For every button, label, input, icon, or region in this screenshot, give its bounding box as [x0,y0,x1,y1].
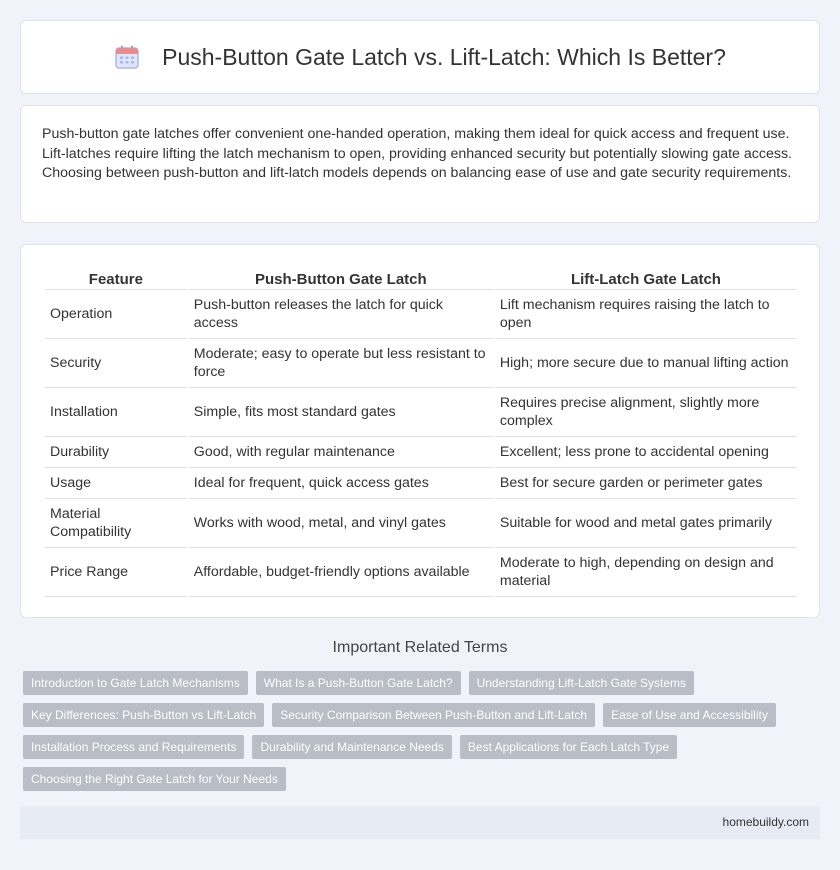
cell-lift-latch: Moderate to high, depending on design and material [495,548,797,597]
cell-push-button: Ideal for frequent, quick access gates [189,468,493,499]
cell-lift-latch: Excellent; less prone to accidental opening [495,437,797,468]
table-row [45,548,797,597]
related-terms-title: Important Related Terms [332,639,508,656]
header-feature: Feature [45,267,187,290]
cell-lift-latch: Requires precise alignment, slightly more complex [495,388,797,437]
cell-feature: Durability [45,437,187,468]
table-header-row [45,267,797,290]
cell-feature: Security [45,339,187,388]
tag-link[interactable]: Choosing the Right Gate Latch for Your Needs [23,767,286,791]
table-row [45,290,797,339]
cell-feature: Operation [45,290,187,339]
cell-lift-latch: Lift mechanism requires raising the latch to open [495,290,797,339]
tag-link[interactable]: Introduction to Gate Latch Mechanisms [23,671,248,695]
cell-push-button: Simple, fits most standard gates [189,388,493,437]
header-lift-latch: Lift-Latch Gate Latch [495,267,797,290]
cell-feature: Installation [45,388,187,437]
page-title: Push-Button Gate Latch vs. Lift-Latch: Which Is Better? [162,43,726,70]
cell-push-button: Works with wood, metal, and vinyl gates [189,499,493,548]
tag-link[interactable]: Key Differences: Push-Button vs Lift-Latch [23,703,264,727]
table-row [45,388,797,437]
comparison-table [43,267,799,597]
table-row [45,437,797,468]
table-row [45,339,797,388]
cell-push-button: Good, with regular maintenance [189,437,493,468]
cell-feature: Material Compatibility [45,499,187,548]
cell-push-button: Push-button releases the latch for quick access [189,290,493,339]
table-row [45,468,797,499]
cell-feature: Usage [45,468,187,499]
tag-link[interactable]: What Is a Push-Button Gate Latch? [256,671,461,695]
footer-site-link[interactable]: homebuildy.com [722,815,809,829]
cell-feature: Price Range [45,548,187,597]
cell-push-button: Moderate; easy to operate but less resistant to force [189,339,493,388]
footer [20,806,820,839]
tag-link[interactable]: Best Applications for Each Latch Type [460,735,677,759]
tag-link[interactable]: Installation Process and Requirements [23,735,244,759]
cell-lift-latch: High; more secure due to manual lifting action [495,339,797,388]
header-push-button: Push-Button Gate Latch [189,267,493,290]
title-card [20,20,820,94]
intro-card [20,105,820,223]
tag-link[interactable]: Understanding Lift-Latch Gate Systems [469,671,694,695]
tag-link[interactable]: Durability and Maintenance Needs [252,735,451,759]
calendar-icon [114,44,140,70]
cell-lift-latch: Suitable for wood and metal gates primarily [495,499,797,548]
cell-push-button: Affordable, budget-friendly options available [189,548,493,597]
comparison-table-card [20,244,820,618]
tag-link[interactable]: Ease of Use and Accessibility [603,703,776,727]
cell-lift-latch: Best for secure garden or perimeter gates [495,468,797,499]
tag-link[interactable]: Security Comparison Between Push-Button and Lift-Latch [272,703,595,727]
related-terms-tags [23,671,803,791]
intro-paragraph: Push-button gate latches offer convenient one-handed operation, making them ideal for quick access and frequent use. Lift-latches require lifting the latch mechanism to open, providing enhanced security but potentially slowing gate access. Choosing between push-button and lift-latch models depends on balancing ease of use and gate security requirements. [42,126,792,181]
table-row [45,499,797,548]
